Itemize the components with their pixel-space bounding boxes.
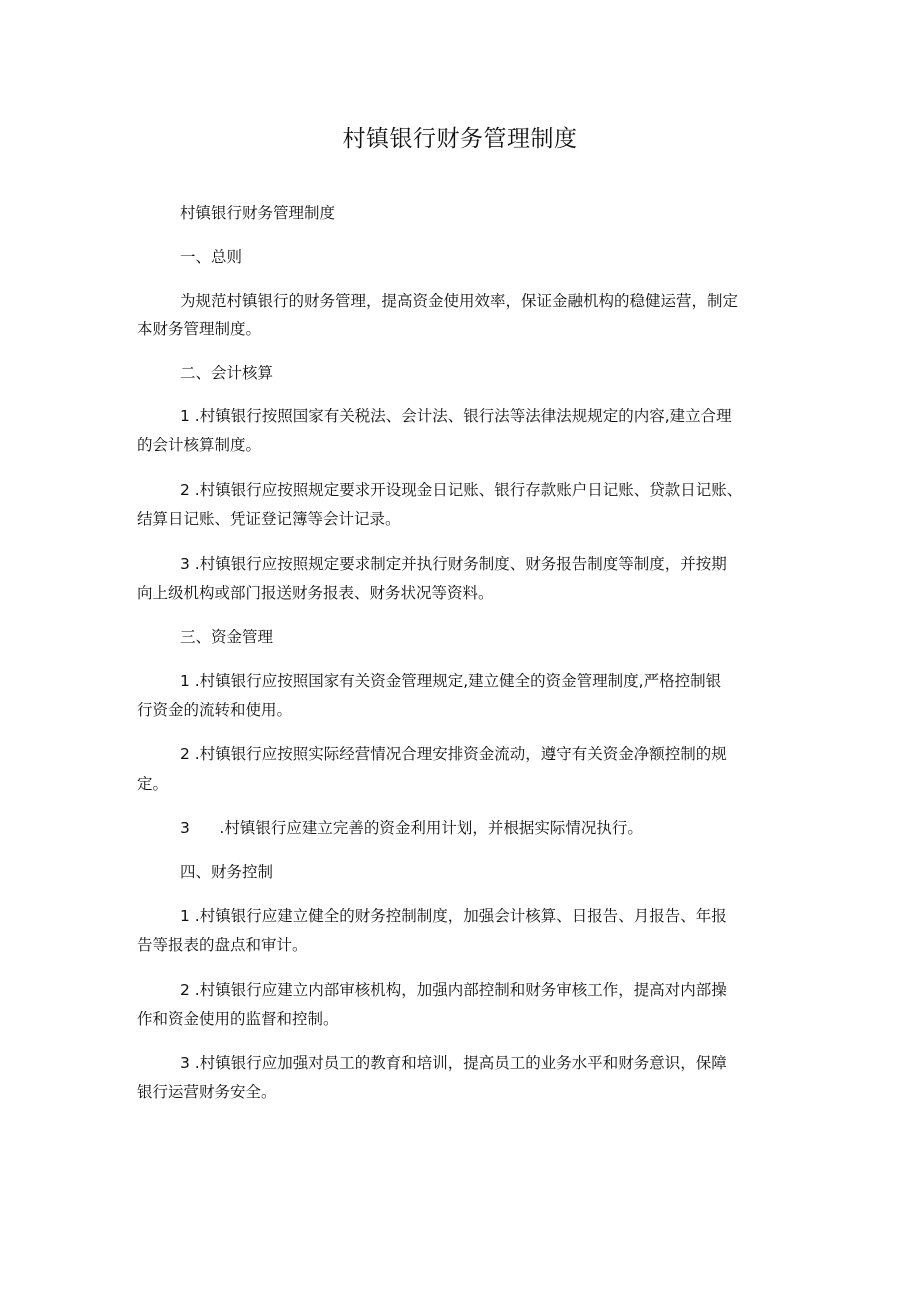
paragraph-line: 定。 xyxy=(137,775,169,793)
document-subtitle: 村镇银行财务管理制度 xyxy=(180,204,336,222)
section-heading-funds: 三、资金管理 xyxy=(180,628,274,646)
paragraph-line: 向上级机构或部门报送财务报表、财务状况等资料。 xyxy=(137,584,494,602)
paragraph-line: 1 .村镇银行应按照国家有关资金管理规定,建立健全的资金管理制度,严格控制银 xyxy=(180,672,722,690)
paragraph-line: 作和资金使用的监督和控制。 xyxy=(137,1010,339,1028)
paragraph-line: 1 .村镇银行按照国家有关税法、会计法、银行法等法律法规规定的内容,建立合理 xyxy=(180,407,732,425)
paragraph-line: 银行运营财务安全。 xyxy=(137,1083,277,1101)
paragraph-line: 3 .村镇银行应建立完善的资金利用计划，并根据实际情况执行。 xyxy=(180,819,643,837)
paragraph-line: 1 .村镇银行应建立健全的财务控制制度，加强会计核算、日报告、月报告、年报 xyxy=(180,907,727,925)
paragraph-line: 为规范村镇银行的财务管理，提高资金使用效率，保证金融机构的稳健运营，制定 xyxy=(180,292,739,310)
paragraph-line: 2 .村镇银行应按照规定要求开设现金日记账、银行存款账户日记账、贷款日记账、 xyxy=(180,481,743,499)
paragraph-line: 2 .村镇银行应按照实际经营情况合理安排资金流动，遵守有关资金净额控制的规 xyxy=(180,745,727,763)
paragraph-line: 本财务管理制度。 xyxy=(137,320,262,338)
document-title: 村镇银行财务管理制度 xyxy=(342,126,578,152)
paragraph-line: 告等报表的盘点和审计。 xyxy=(137,936,308,954)
section-heading-general: 一、总则 xyxy=(180,248,243,266)
paragraph-line: 结算日记账、凭证登记簿等会计记录。 xyxy=(137,510,401,528)
paragraph-line: 2 .村镇银行应建立内部审核机构，加强内部控制和财务审核工作，提高对内部操 xyxy=(180,981,727,999)
paragraph-line: 3 .村镇银行应按照规定要求制定并执行财务制度、财务报告制度等制度，并按期 xyxy=(180,555,727,573)
paragraph-line: 行资金的流转和使用。 xyxy=(137,701,293,719)
paragraph-line: 的会计核算制度。 xyxy=(137,436,262,454)
section-heading-control: 四、财务控制 xyxy=(180,863,274,881)
section-heading-accounting: 二、会计核算 xyxy=(180,364,274,382)
paragraph-line: 3 .村镇银行应加强对员工的教育和培训，提高员工的业务水平和财务意识，保障 xyxy=(180,1054,727,1072)
